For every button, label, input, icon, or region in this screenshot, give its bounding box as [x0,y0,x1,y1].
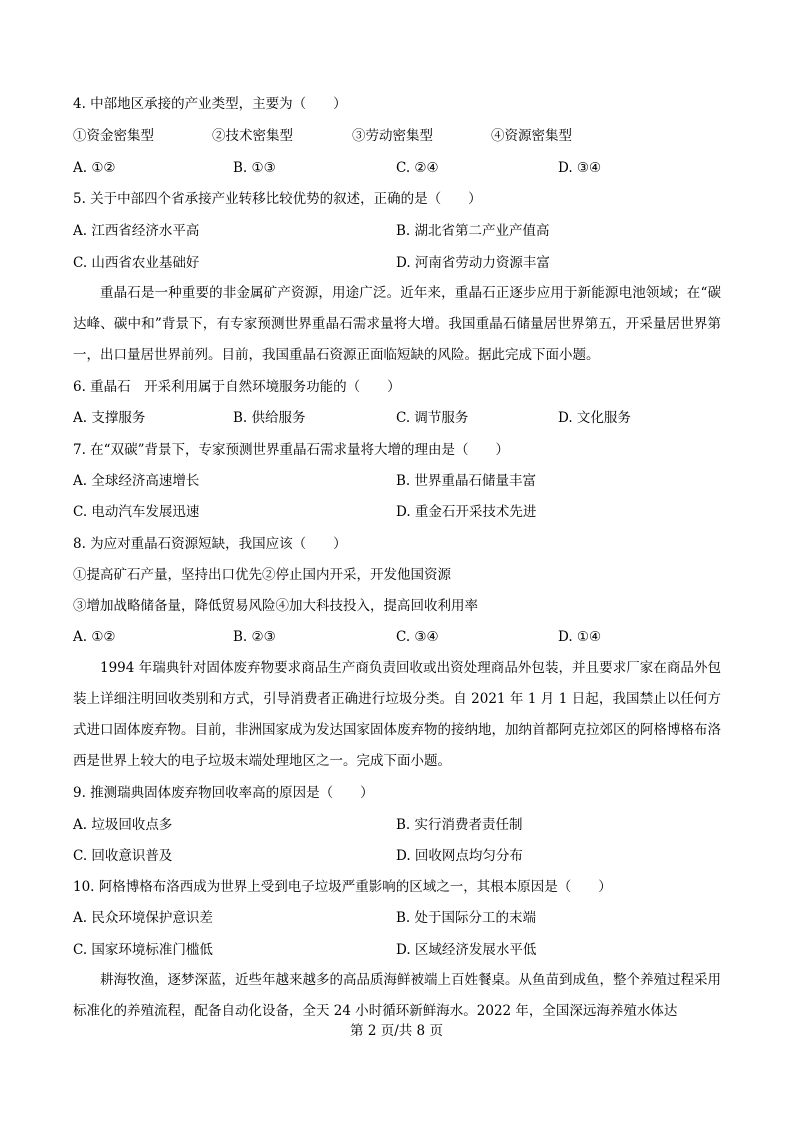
question-8-item-line-1: ①提高矿石产量，坚持出口优先②停止国内开采，开发他国资源 [73,567,451,583]
question-9-option-d: D. 回收网点均匀分布 [396,848,523,864]
question-4-item-1: ①资金密集型 [73,128,154,144]
question-10-option-d: D. 区域经济发展水平低 [396,942,537,958]
question-10-option-c: C. 国家环境标准门槛低 [73,942,213,958]
question-10-stem: 10. 阿格博格布洛西成为世界上受到电子垃圾严重影响的区域之一，其根本原因是（ ） [73,879,612,895]
question-6-stem: 6. 重晶石 开采利用属于自然环境服务功能的（ ） [73,379,401,395]
question-10-options-row-1 [73,909,733,927]
question-8-options [73,628,733,646]
question-7-option-a: A. 全球经济高速增长 [73,473,200,489]
question-5-option-c: C. 山西省农业基础好 [73,255,200,271]
question-9-option-a: A. 垃圾回收点多 [73,817,173,833]
question-4-option-b: B. ①③ [233,160,276,176]
question-5-stem: 5. 关于中部四个省承接产业转移比较优势的叙述，正确的是（ ） [73,191,482,207]
question-4-items [73,127,733,145]
page-number: 第 2 页/共 8 页 [350,1023,443,1039]
passage-barite: 重晶石是一种重要的非金属矿产资源，用途广泛。近年来，重晶石正逐步应用于新能源电池领域；在“碳达峰、碳中和”背景下，有专家预测世界重晶石需求量将大增。我国重晶石储量居世界第五，开采量居世界第一，出口量居世界前列。目前，我国重晶石资源正面临短缺的风险。据此完成下面小题。 [73,285,721,363]
question-8-option-c: C. ③④ [396,629,439,645]
question-6-option-a: A. 支撑服务 [73,410,146,426]
question-8-item-line-2: ③增加战略储备量，降低贸易风险④加大科技投入，提高回收利用率 [73,598,478,614]
question-8-option-d: D. ①④ [558,629,602,645]
question-7-options-row-1 [73,472,733,490]
question-5-option-a: A. 江西省经济水平高 [73,223,200,239]
passage-marine-farming: 耕海牧渔，逐梦深蓝，近些年越来越多的高品质海鲜被端上百姓餐桌。从鱼苗到成鱼，整个养殖过程采用标准化的养殖流程，配备自动化设备，全天 24 小时循环新鲜海水。2022 年，全国深远海养殖水体达 [73,972,721,1019]
passage-solid-waste: 1994 年瑞典针对固体废弃物要求商品生产商负责回收或出资处理商品外包装，并且要求厂家在商品外包装上详细注明回收类别和方式，引导消费者正确进行垃圾分类。自 2021 年 1 月 1 日起，我国禁止以任何方式进口固体废弃物。目前，非洲国家成为发达国家固体废弃物的接纳地，加纳首都阿克拉郊区的阿格博格布洛西是世界上较大的电子垃圾末端处理地区之一。完成下面小题。 [73,660,721,769]
question-4-item-2: ②技术密集型 [212,128,293,144]
question-4-item-3: ③劳动密集型 [352,128,433,144]
question-8-option-a: A. ①② [73,629,116,645]
question-7-stem: 7. 在“双碳”背景下，专家预测世界重晶石需求量将大增的理由是（ ） [73,442,509,458]
question-7-option-c: C. 电动汽车发展迅速 [73,504,200,520]
question-4-option-a: A. ①② [73,160,116,176]
question-8-option-b: B. ②③ [233,629,276,645]
question-10-option-a: A. 民众环境保护意识差 [73,910,213,926]
question-8-stem: 8. 为应对重晶石资源短缺，我国应该（ ） [73,536,347,552]
question-9-stem: 9. 推测瑞典固体废弃物回收率高的原因是（ ） [73,785,374,801]
question-4-options [73,159,733,177]
question-10-options-row-2 [73,941,733,959]
question-4-item-4: ④资源密集型 [491,128,572,144]
question-6-options [73,409,733,427]
question-6-option-b: B. 供给服务 [233,410,306,426]
question-9-option-b: B. 实行消费者责任制 [396,817,523,833]
question-4-stem: 4. 中部地区承接的产业类型，主要为（ ） [73,96,347,112]
question-5-option-b: B. 湖北省第二产业产值高 [396,223,550,239]
question-7-option-d: D. 重金石开采技术先进 [396,504,537,520]
question-5-options-row-1 [73,222,733,240]
question-9-option-c: C. 回收意识普及 [73,848,173,864]
question-10-option-b: B. 处于国际分工的末端 [396,910,537,926]
question-5-options-row-2 [73,254,733,272]
question-9-options-row-1 [73,816,733,834]
question-5-option-d: D. 河南省劳动力资源丰富 [396,255,550,271]
question-7-option-b: B. 世界重晶石储量丰富 [396,473,537,489]
question-6-option-d: D. 文化服务 [558,410,631,426]
question-6-option-c: C. 调节服务 [396,410,469,426]
question-9-options-row-2 [73,847,733,865]
question-7-options-row-2 [73,503,733,521]
question-4-option-d: D. ③④ [558,160,602,176]
question-4-option-c: C. ②④ [396,160,439,176]
